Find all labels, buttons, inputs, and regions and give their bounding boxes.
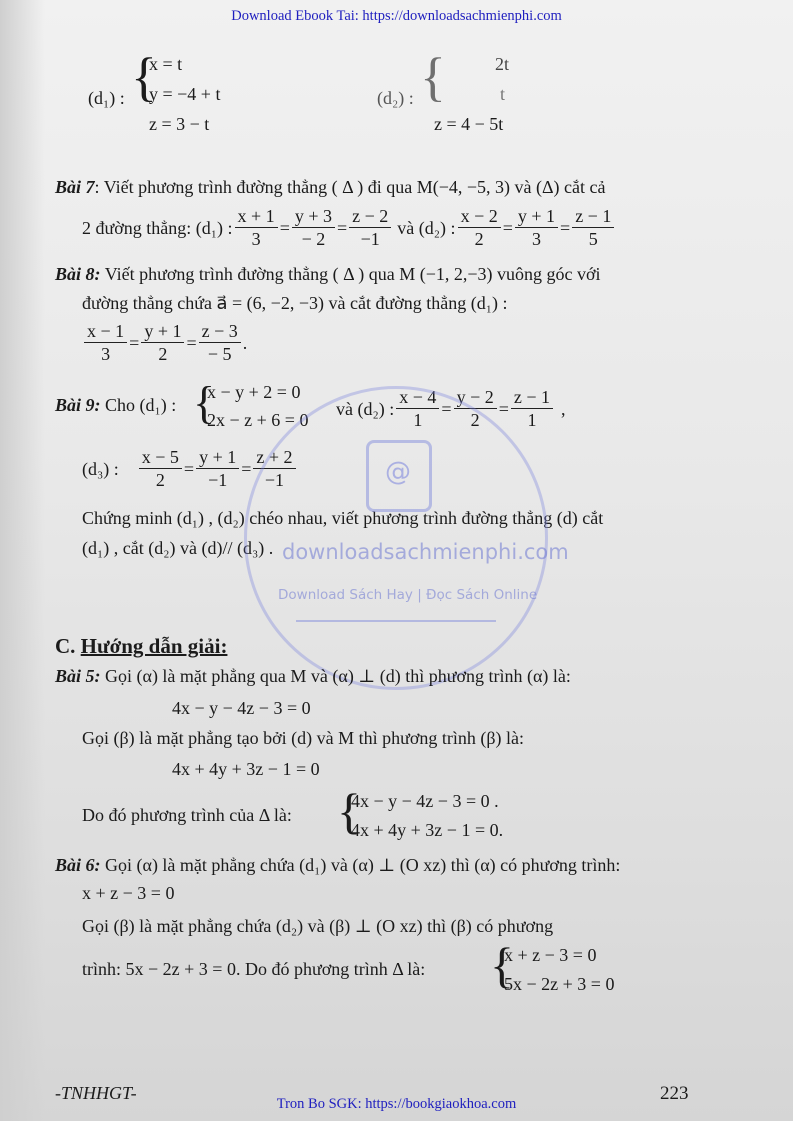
bai9-cho: Cho (d₁) : — [100, 395, 177, 415]
bai6-sys-row2: 5x − 2z + 3 = 0 — [504, 974, 615, 994]
bai5-line1 — [55, 667, 571, 685]
bai9-d2-label: và (d₂) : — [336, 398, 395, 419]
page-number: 223 — [660, 1083, 689, 1104]
watermark-book-icon: @ — [366, 440, 432, 512]
bai7-d2-frac-x: $\frac{x - 2}{2}$ — [458, 207, 501, 248]
bai8-line3: $\frac{x - 1}{3}$ = $\frac{y + 1}{2}$ = $\frac{z - 3}{- 5}$ . — [82, 322, 247, 363]
bai8-frac-y: $\frac{y + 1}{2}$ — [141, 322, 184, 363]
d1-row-z: z = 3 − t — [149, 114, 210, 134]
bai9-line4: (d₁) , cắt (d₂) và (d)// (d₃) . — [82, 538, 274, 558]
bai9-d3-frac-y: $\frac{y + 1}{-1}$ — [196, 448, 239, 489]
d1-row-y: y = −4 + t — [149, 84, 221, 104]
bai5-line3: Do đó phương trình của Δ là: — [82, 805, 292, 825]
watermark-site: downloadsachmienphi.com — [282, 540, 569, 564]
bai8-line2: đường thẳng chứa a⃗ = (6, −2, −3) và cắt đường thẳng (d₁) : — [82, 293, 508, 313]
d2-row-1: 2t — [495, 54, 510, 74]
bai9-d3-frac-x: $\frac{x - 5}{2}$ — [139, 448, 182, 489]
section-c-heading — [55, 634, 227, 659]
bai9-d3: (d₃) : $\frac{x - 5}{2}$ = $\frac{y + 1}{-1}$ = $\frac{z + 2}{-1}$ — [82, 448, 298, 489]
watermark-ring — [244, 386, 548, 690]
bai6-label: Bài 6: — [55, 855, 101, 875]
bai7-d1-label: 2 đường thẳng: (d₁) : — [82, 217, 233, 238]
bai5-system: { 4x − y − 4z − 3 = 0 . 4x + 4y + 3z − 1 = 0. — [337, 783, 504, 840]
bai9-label-line — [55, 396, 176, 414]
bai7-d2-label: và (d₂) : — [397, 217, 456, 238]
bai5-text: Gọi (α) là mặt phẳng qua M và (α) ⊥ (d) thì phương trình (α) là: — [100, 666, 571, 686]
d2-row-3: z = 4 − 5t — [434, 114, 504, 134]
bai9-d1-system: { x − y + 2 = 0 2x − z + 6 = 0 — [193, 377, 309, 430]
d2-row-2: t — [500, 84, 506, 104]
bai6-line1 — [55, 856, 620, 874]
bai9-d2-frac-x: $\frac{x - 4}{1}$ — [396, 388, 439, 429]
bai7-d1-frac-x: $\frac{x + 1}{3}$ — [235, 207, 278, 248]
bai7-d1-frac-z: $\frac{z - 2}{-1}$ — [349, 207, 391, 248]
bai5-eq1: 4x − y − 4z − 3 = 0 — [172, 698, 311, 718]
bai6-text: Gọi (α) là mặt phẳng chứa (d₁) và (α) ⊥ (O xz) thì (α) có phương trình: — [100, 855, 621, 875]
section-c-title: Hướng dẫn giải: — [80, 634, 228, 658]
bai7-line1 — [55, 178, 606, 196]
bai9-d3-label: (d₃) : — [82, 458, 119, 479]
page-shadow — [0, 0, 45, 1121]
d2-label: (d₂) : — [377, 88, 414, 108]
bai7-text: : Viết phương trình đường thẳng ( Δ ) đi qua M(−4, −5, 3) và (Δ) cắt cả — [94, 177, 606, 197]
bai9-d2: và (d₂) : $\frac{x - 4}{1}$ = $\frac{y - 2}{2}$ = $\frac{z - 1}{1}$ , — [336, 387, 566, 430]
bai6-system: { x + z − 3 = 0 5x − 2z + 3 = 0 — [490, 937, 615, 994]
d1-system: { x = t y = −4 + t z = 3 − t — [131, 47, 221, 134]
top-download-banner[interactable]: Download Ebook Tai: https://downloadsachmienphi.com — [231, 8, 562, 24]
bai9-label: Bài 9: — [55, 395, 101, 415]
bai6-line3: trình: 5x − 2z + 3 = 0. Do đó phương trình Δ là: — [82, 959, 426, 979]
d1-label: (d₁) : — [88, 88, 125, 108]
bai7-d2-frac-z: $\frac{z - 1}{5}$ — [572, 207, 614, 248]
bai7-d1-frac-y: $\frac{y + 3}{- 2}$ — [292, 207, 335, 248]
bai5-sys-row1: 4x − y − 4z − 3 = 0 . — [351, 791, 499, 811]
bai7-line2: 2 đường thẳng: (d₁) : $\frac{x + 1}{3}$ = $\frac{y + 3}{- 2}$ = $\frac{z - 2}{-1}$ và (d₂) : $\frac{x - 2}{2}$ = $\frac{y + 1}{3}$ = $\frac{z - 1}{5}$ — [82, 207, 616, 248]
bai6-eq1: x + z − 3 = 0 — [82, 883, 175, 903]
d2-system: { 2t t z = 4 − 5t — [420, 47, 510, 134]
bai9-d3-frac-z: $\frac{z + 2}{-1}$ — [253, 448, 295, 489]
bai9-d1-row2: 2x − z + 6 = 0 — [207, 410, 309, 430]
bai6-line2: Gọi (β) là mặt phẳng chứa (d₂) và (β) ⊥ (O xz) thì (β) có phương — [82, 916, 554, 936]
section-c-letter: C. — [55, 634, 76, 658]
bai9-d1-row1: x − y + 2 = 0 — [207, 382, 301, 402]
bai9-line3: Chứng minh (d₁) , (d₂) chéo nhau, viết phương trình đường thẳng (d) cắt — [82, 508, 604, 528]
bai5-sys-row2: 4x + 4y + 3z − 1 = 0. — [351, 820, 504, 840]
bai7-label: Bài 7 — [55, 177, 95, 197]
watermark-tagline: Download Sách Hay | Đọc Sách Online — [278, 587, 538, 603]
d1-row-x: x = t — [149, 54, 183, 74]
bai5-label: Bài 5: — [55, 666, 101, 686]
footer-left: -TNHHGT- — [55, 1083, 137, 1103]
bai5-line2: Gọi (β) là mặt phẳng tạo bởi (d) và M thì phương trình (β) là: — [82, 728, 525, 748]
bai5-eq2: 4x + 4y + 3z − 1 = 0 — [172, 759, 320, 779]
bai6-sys-row1: x + z − 3 = 0 — [504, 945, 597, 965]
bai8-text: Viết phương trình đường thẳng ( Δ ) qua M (−1, 2,−3) vuông góc với — [100, 264, 601, 284]
bai8-frac-z: $\frac{z - 3}{- 5}$ — [199, 322, 241, 363]
bottom-download-banner[interactable]: Tron Bo SGK: https://bookgiaokhoa.com — [276, 1096, 517, 1112]
bai8-label: Bài 8: — [55, 264, 101, 284]
watermark-underline — [296, 620, 496, 622]
bai7-d2-frac-y: $\frac{y + 1}{3}$ — [515, 207, 558, 248]
bai9-d2-frac-z: $\frac{z - 1}{1}$ — [511, 388, 553, 429]
bai9-d2-frac-y: $\frac{y - 2}{2}$ — [454, 388, 497, 429]
bai8-frac-x: $\frac{x - 1}{3}$ — [84, 322, 127, 363]
bai8-line1 — [55, 265, 601, 283]
